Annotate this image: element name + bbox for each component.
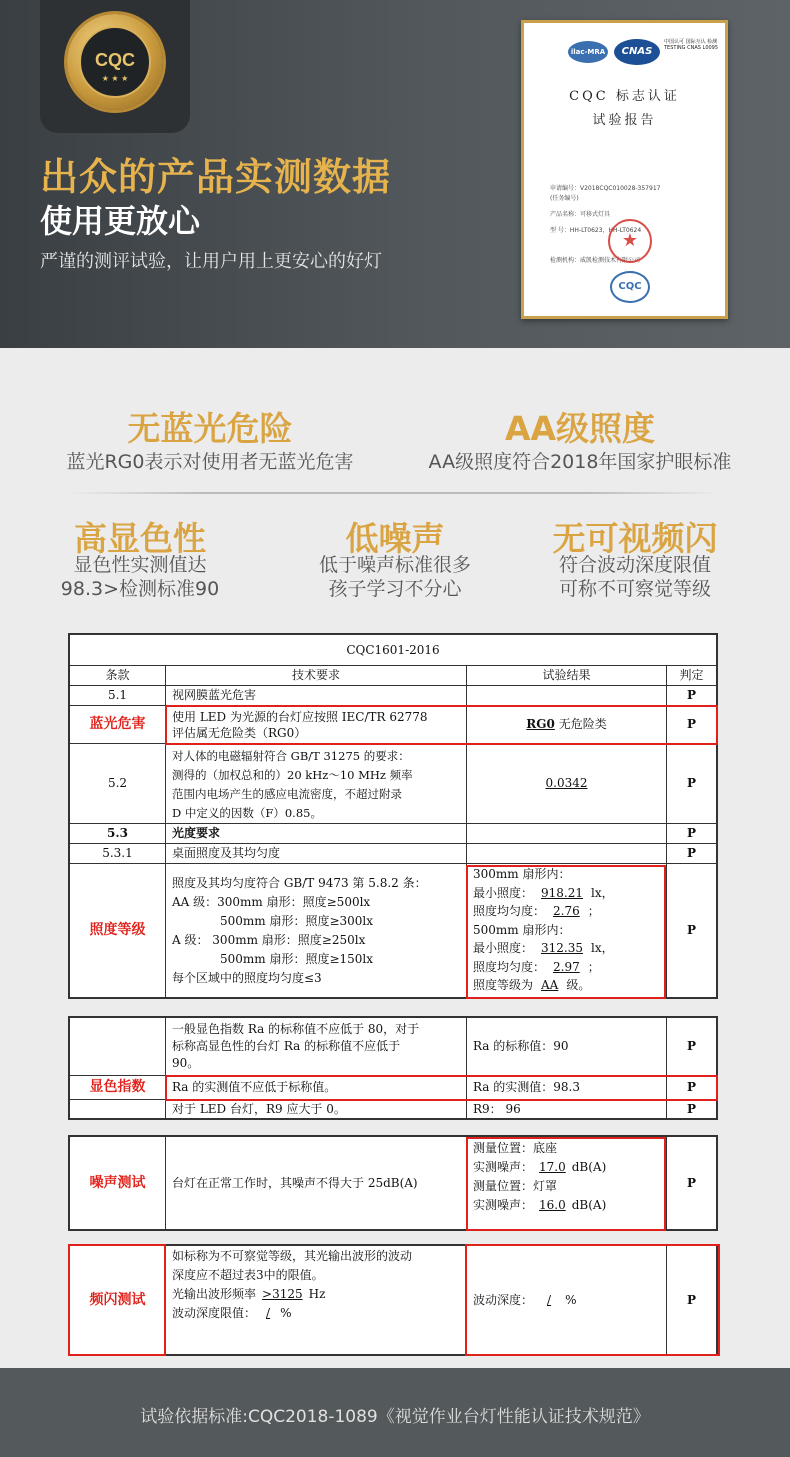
header-requirement: 技术要求 [166,666,467,686]
red-stamp-icon: ★ [608,219,652,263]
cert-title: CQC 标志认证 [569,89,680,104]
req-line: 500mm 扇形：照度≥300lx [220,914,374,928]
result-line [473,939,660,958]
feature-desc: 98.3>检测标准90 [60,578,220,600]
clause-label-noise: 噪声测试 [70,1137,166,1229]
verdict-cell: P [686,1101,697,1116]
req-line: 照度及其均匀度符合 GB/T 9473 第 5.8.2 条： [172,876,427,890]
result-line: 500mm 扇形内： [473,922,571,937]
test-table-main [68,633,718,999]
clause-cell [70,1100,166,1118]
result-value: 16.0 [539,1198,566,1212]
cqc-badge-logo [67,14,163,110]
req-line: 每个区域中的照度均匀度≤3 [172,971,322,985]
result-label: 最小照度： [473,885,534,900]
result-cell: Ra 的实测值：98.3 [467,1076,667,1100]
cnas-logo: CNAS [614,39,660,65]
result-value: 312.35 [541,941,584,955]
cert-row: 申请编号：V2018CQC010028-357917 [550,185,661,192]
feature-desc: 孩子学习不分心 [328,578,462,600]
result-line: 测量位置：底座 [473,1141,558,1155]
cnas-caption: 中国认可 国际互认 检测 TESTING CNAS L0095 [664,39,719,51]
result-value: AA [541,978,559,992]
req-value: / [266,1306,271,1320]
verdict-cell: P [667,1076,716,1100]
result-line [473,1196,660,1215]
header-clause: 条款 [70,666,166,686]
result-line [473,1158,660,1177]
hero-tagline: 严谨的测评试验，让用户用上更安心的好灯 [40,251,382,272]
result-unit: 级。 [566,978,591,992]
req-unit: % [280,1306,292,1320]
req-line: 测得的（加权总和的）20 kHz～10 MHz 频率 [172,768,413,782]
result-line: 300mm 扇形内： [473,867,571,881]
result-value: 17.0 [539,1160,566,1174]
certificate-image [521,20,728,319]
cert-subtitle: 试验报告 [592,113,657,128]
result-line [473,902,660,921]
feature-desc: 蓝光RG0表示对使用者无蓝光危害 [66,451,354,473]
test-table-noise [68,1135,718,1231]
result-cell [467,1246,667,1354]
req-line: A 级： 300mm 扇形：照度≥250lx [172,933,366,947]
result-cell: R9： 96 [467,1100,667,1118]
result-unit: % [565,1292,577,1307]
feature-desc: 显色性实测值达 [73,554,207,576]
req-unit: Hz [308,1287,326,1301]
result-unit: ； [587,959,600,974]
result-line [473,884,660,903]
requirement-cell: 台灯在正常工作时，其噪声不得大于 25dB(A) [166,1137,467,1229]
verdict-cell: P [667,844,716,864]
clause-cell: 5.2 [70,744,166,824]
cqc-mark-logo: CQC [610,271,650,303]
requirement-cell: Ra 的实测值不应低于标称值。 [166,1076,467,1100]
req-line: 深度应不超过表3中的限值。 [172,1268,324,1282]
result-cell: Ra 的标称值：90 [467,1018,667,1076]
req-line: 使用 LED 为光源的台灯应按照 IEC/TR 62778 [172,710,428,724]
result-value: 2.97 [553,959,580,974]
clause-cell [70,1018,166,1076]
standard-title: CQC1601-2016 [70,635,716,666]
result-unit: lx， [591,941,614,955]
verdict-cell: P [667,744,716,824]
requirement-cell [166,1246,467,1354]
header-verdict: 判定 [667,666,716,686]
test-table-flicker [68,1244,718,1356]
result-label: 实测噪声： [473,1160,534,1174]
requirement-cell: 光度要求 [166,824,467,844]
feature-title: 无蓝光危险 [127,409,293,448]
result-value: / [547,1292,552,1307]
verdict-cell: P [667,1018,716,1076]
ilac-logo: ilac-MRA [568,41,608,63]
feature-desc: AA级照度符合2018年国家护眼标准 [428,451,732,473]
hero-subtitle: 使用更放心 [40,202,201,240]
result-label: 照度均匀度： [473,904,546,918]
req-line [172,1304,460,1323]
result-text: 无危险类 [558,717,607,731]
header-result: 试验结果 [467,666,667,686]
badge-tab [40,0,190,133]
clause-label-blue-light: 蓝光危害 [70,706,166,744]
feature-title: 无可视频闪 [552,519,718,558]
feature-title: AA级照度 [504,409,656,448]
result-cell [467,844,667,864]
requirement-cell: 桌面照度及其均匀度 [166,844,467,864]
result-label: 最小照度： [473,941,534,955]
req-label: 波动深度限值： [172,1306,257,1320]
result-line [473,976,660,995]
requirement-cell: 对于 LED 台灯，R9 应大于 0。 [166,1100,467,1118]
result-value: 2.76 [553,904,580,918]
star-icon: ★ ★ ★ [101,74,129,83]
feature-title: 低噪声 [345,519,445,558]
req-line: 评估属无危险类（RG0） [172,726,307,740]
cert-row: 产品名称：可移式灯具 [550,211,611,218]
result-line [473,958,660,977]
req-line: 一般显色指数 Ra 的标称值不应低于 80，对于 [172,1022,420,1036]
req-line: 500mm 扇形：照度≥150lx [220,952,374,966]
clause-cell: 5.3 [70,824,166,844]
feature-desc: 符合波动深度限值 [558,554,711,576]
result-label: 照度等级为 [473,978,534,992]
requirement-cell [166,864,467,997]
result-cell [467,706,667,744]
clause-label-flicker: 频闪测试 [70,1246,166,1354]
divider [70,492,720,494]
result-cell [467,824,667,844]
clause-label-illuminance: 照度等级 [70,864,166,997]
test-table-color-rendering [68,1016,718,1120]
result-unit: dB(A) [571,1160,607,1174]
result-value: RG0 [526,717,555,731]
req-line: 对人体的电磁辐射符合 GB/T 31275 的要求： [172,749,410,763]
req-label: 光输出波形频率 [172,1287,257,1301]
cert-row: (任务编号) [550,195,579,202]
hero-banner [0,0,790,348]
result-cell [467,864,667,997]
result-value: 918.21 [541,885,584,900]
req-value: >3125 [262,1287,303,1301]
feature-title: 高显色性 [74,519,206,558]
clause-cell: 5.1 [70,686,166,706]
verdict-cell: P [686,1292,697,1307]
verdict-cell: P [667,824,716,844]
cert-logos [568,39,718,65]
footer-standard-text: 试验依据标准:CQC2018-1089《视觉作业台灯性能认证技术规范》 [140,1407,650,1427]
req-line: 如标称为不可察觉等级，其光输出波形的波动 [172,1249,413,1263]
req-line: 范围内电场产生的感应电流密度，不超过附录 [172,787,402,801]
badge-inner [79,26,151,98]
result-label: 照度均匀度： [473,959,546,974]
clause-label-color-index: 显色指数 [70,1076,166,1100]
req-line: D 中定义的因数（F）0.85。 [172,806,322,820]
result-line: 测量位置：灯罩 [473,1179,558,1193]
result-label: 波动深度： [473,1292,534,1307]
verdict-cell: P [686,1175,697,1190]
hero-title: 出众的产品实测数据 [40,155,392,199]
requirement-cell [166,744,467,824]
cert-row: 检测机构：威凯检测技术有限公司 [550,257,641,264]
cert-row: 型 号：HH-LT0623，HH-LT0624 [550,227,642,234]
requirement-cell [166,706,467,744]
requirement-cell [166,1018,467,1076]
verdict-cell: P [667,686,716,706]
result-unit: lx， [591,885,614,900]
result-value: 0.0342 [545,776,588,790]
requirement-cell: 视网膜蓝光危害 [166,686,467,706]
verdict-cell: P [686,923,697,937]
result-cell [467,744,667,824]
req-line: 90。 [172,1056,200,1070]
badge-text: CQC [95,50,135,70]
req-line: AA 级：300mm 扇形：照度≥500lx [172,895,371,909]
feature-desc: 可称不可察觉等级 [558,578,711,600]
result-unit: dB(A) [571,1198,607,1212]
req-line [172,1285,460,1304]
result-label: 实测噪声： [473,1198,534,1212]
feature-desc: 低于噪声标准很多 [318,554,471,576]
req-line: 标称高显色性的台灯 Ra 的标称值不应低于 [172,1039,401,1053]
verdict-cell: P [667,706,716,744]
result-cell [467,686,667,706]
footer-bar [0,1368,790,1457]
clause-cell: 5.3.1 [70,844,166,864]
result-cell [467,1137,667,1229]
result-unit: ； [587,904,600,918]
